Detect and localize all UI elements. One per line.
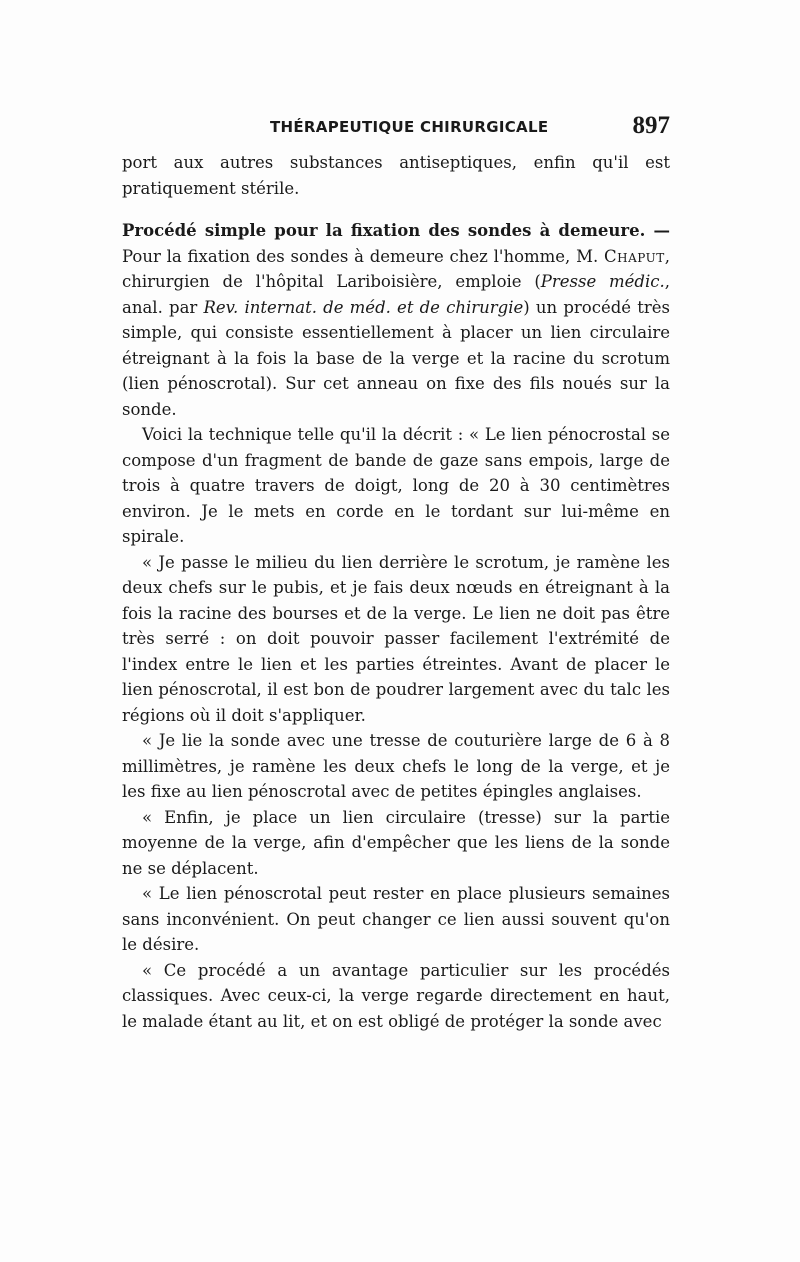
paragraph-8: « Ce procédé a un avantage particulier sur les procédés classiques. Avec ceux-ci, la verge regarde directement en haut, le malade étant au lit, et on est obligé de protéger la sonde avec [122, 960, 670, 1031]
page-body [122, 150, 670, 1034]
paragraph-5: « Je lie la sonde avec une tresse de couturière large de 6 à 8 millimètres, je ramène les deux chefs le long de la verge, et je les fixe au lien pénoscrotal avec de petites épingles anglaises. [122, 731, 670, 801]
paragraph-2-text-c: , anal. par [122, 272, 671, 317]
section-heading: Procédé simple pour la fixation des sondes à demeure. — [122, 221, 670, 240]
paragraph-6: « Enfin, je place un lien circulaire (tresse) sur la partie moyenne de la verge, afin d'empêcher que les liens de la sonde ne se déplacent. [122, 807, 670, 878]
running-title: THÉRAPEUTIQUE CHIRURGICALE [270, 118, 549, 136]
paragraph-4: « Je passe le milieu du lien derrière le scrotum, je ramène les deux chefs sur le pubis, et je fais deux nœuds en étreignant à la fois la racine des bourses et de la verge. Le lien ne doit pas être très serré : on doit pouvoir passer facilement l'extrémité de l'index entre le lien et les parties étreintes. Avant de placer le lien pénoscrotal, il est bon de poudrer largement avec du talc les régions où il doit s'appliquer. [122, 552, 670, 725]
page-header [122, 112, 670, 142]
author-name: Chaput [604, 246, 665, 266]
paragraph-2-text-b: , chirurgien de l'hôpital Lariboisière, emploie ( [122, 246, 670, 291]
paragraph-2-text-d: ) un procédé très simple, qui consiste essentiellement à placer un lien circulaire étreignant à la fois la base de la verge et la racine du scrotum (lien pénoscrotal). Sur cet anneau on fixe des fils noués sur la sonde. [122, 297, 670, 419]
paragraph-1: port aux autres substances antiseptiques, enfin qu'il est pratiquement stérile. [122, 153, 670, 198]
page-number: 897 [632, 112, 670, 139]
source-rev-internat: Rev. internat. de méd. et de chirurgie [203, 297, 524, 317]
paragraph-2-text-a: Pour la fixation des sondes à demeure chez l'homme, M. [122, 246, 604, 266]
source-presse-medicale: Presse médic. [540, 272, 665, 291]
paragraph-7: « Le lien pénoscrotal peut rester en place plusieurs semaines sans inconvénient. On peut changer ce lien aussi souvent qu'on le désire. [122, 884, 670, 954]
paragraph-3: Voici la technique telle qu'il la décrit : « Le lien pénocrostal se compose d'un fragment de bande de gaze sans empois, large de trois à quatre travers de doigt, long de 20 à 30 centimètres environ. Je le mets en corde en le tordant sur lui-même en spirale. [122, 425, 670, 546]
paragraph-2 [122, 218, 670, 422]
